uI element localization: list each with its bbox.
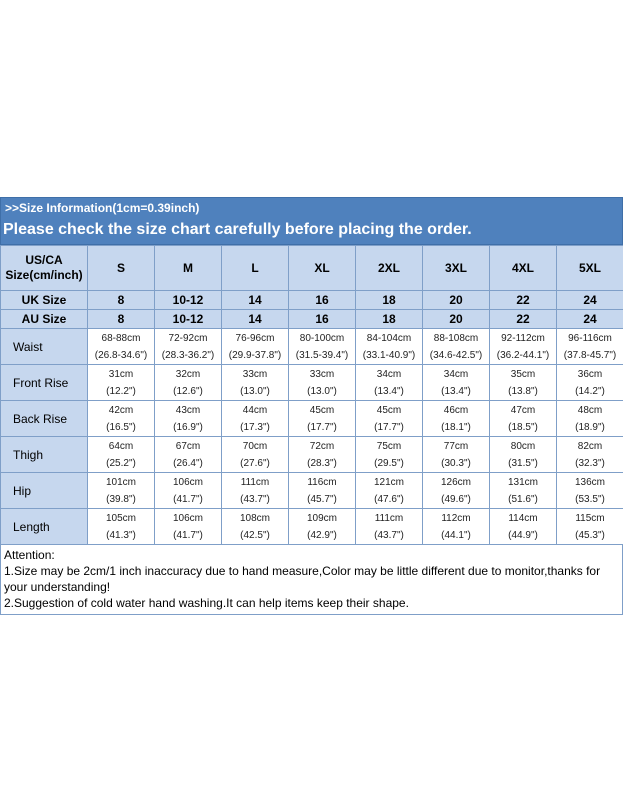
size-row-value: 24 <box>557 291 623 310</box>
measurement-cm: 64cm <box>108 440 134 452</box>
measurement-cm: 121cm <box>373 476 404 488</box>
measurement-inch: (26.8-34.6") <box>94 349 148 361</box>
size-row-value: 14 <box>222 291 289 310</box>
measurement-cell <box>88 401 155 437</box>
size-chart <box>0 197 623 615</box>
measurement-cm: 92-112cm <box>501 332 545 344</box>
size-row-value: 20 <box>423 291 490 310</box>
measurement-row <box>1 437 623 473</box>
measurement-cell <box>490 365 557 401</box>
measurement-inch: (13.4") <box>441 385 471 397</box>
measurement-cell <box>356 401 423 437</box>
measurement-inch: (39.8") <box>106 493 136 505</box>
measurement-label: Back Rise <box>1 401 88 437</box>
measurement-cm: 108cm <box>239 512 270 524</box>
measurement-cell <box>155 401 222 437</box>
measurement-inch: (44.9") <box>508 529 538 541</box>
measurement-inch: (27.6") <box>240 457 270 469</box>
measurement-inch: (43.7") <box>374 529 404 541</box>
measurement-cm: 43cm <box>175 404 201 416</box>
size-row-value: 24 <box>557 310 623 329</box>
measurement-cell <box>222 473 289 509</box>
measurement-cm: 116cm <box>307 476 337 488</box>
measurement-cm: 70cm <box>242 440 268 452</box>
measurement-cell <box>490 329 557 365</box>
size-row-label: UK Size <box>1 291 88 310</box>
size-row-value: 14 <box>222 310 289 329</box>
measurement-cell <box>423 329 490 365</box>
measurement-cell <box>222 401 289 437</box>
measurement-inch: (42.9") <box>307 529 337 541</box>
measurement-cm: 32cm <box>175 368 201 380</box>
measurement-cell <box>222 509 289 545</box>
measurement-cell <box>557 401 623 437</box>
measurement-cell <box>423 401 490 437</box>
measurement-cm: 105cm <box>105 512 136 524</box>
measurement-cell <box>356 365 423 401</box>
size-header-cell: S <box>88 246 155 291</box>
measurement-inch: (41.7") <box>173 529 203 541</box>
measurement-cm: 96-116cm <box>568 332 612 344</box>
measurement-cell <box>557 509 623 545</box>
size-header-row <box>1 246 623 291</box>
measurement-inch: (28.3") <box>307 457 337 469</box>
measurement-label: Length <box>1 509 88 545</box>
measurement-cell <box>155 329 222 365</box>
measurement-inch: (34.6-42.5") <box>429 349 483 361</box>
size-conversion-row <box>1 291 623 310</box>
measurement-cm: 109cm <box>306 512 337 524</box>
measurement-cm: 67cm <box>175 440 201 452</box>
measurement-cm: 33cm <box>242 368 268 380</box>
measurement-cell <box>289 401 356 437</box>
measurement-inch: (53.5") <box>575 493 605 505</box>
measurement-cell <box>490 473 557 509</box>
measurement-inch: (14.2") <box>575 385 605 397</box>
measurement-cm: 31cm <box>108 368 134 380</box>
measurement-inch: (49.6") <box>441 493 471 505</box>
measurement-cell <box>423 473 490 509</box>
measurement-cm: 45cm <box>376 404 402 416</box>
measurement-cell <box>88 365 155 401</box>
measurement-cm: 112cm <box>441 512 471 524</box>
measurement-cm: 34cm <box>376 368 402 380</box>
measurement-inch: (13.0") <box>240 385 270 397</box>
measurement-cm: 106cm <box>172 512 203 524</box>
measurement-cm: 101cm <box>105 476 136 488</box>
measurement-cm: 80-100cm <box>299 332 345 344</box>
measurement-inch: (12.6") <box>173 385 203 397</box>
measurement-inch: (13.0") <box>307 385 337 397</box>
size-table <box>0 245 623 545</box>
measurement-cell <box>490 437 557 473</box>
measurement-cell <box>289 329 356 365</box>
measurement-cm: 68-88cm <box>101 332 141 344</box>
measurement-inch: (13.8") <box>508 385 538 397</box>
measurement-cm: 36cm <box>577 368 603 380</box>
us-size-header: US/CA Size(cm/inch) <box>1 246 88 291</box>
measurement-cm: 111cm <box>240 476 270 488</box>
measurement-inch: (31.5-39.4") <box>295 349 349 361</box>
size-row-value: 22 <box>490 310 557 329</box>
measurement-cell <box>88 329 155 365</box>
measurement-inch: (37.8-45.7") <box>563 349 617 361</box>
measurement-inch: (31.5") <box>508 457 538 469</box>
size-row-value: 18 <box>356 310 423 329</box>
size-row-value: 16 <box>289 310 356 329</box>
measurement-cell <box>423 365 490 401</box>
measurement-cm: 45cm <box>309 404 335 416</box>
measurement-cm: 84-104cm <box>366 332 412 344</box>
measurement-inch: (30.3") <box>441 457 471 469</box>
measurement-inch: (32.3") <box>575 457 605 469</box>
measurement-cm: 42cm <box>108 404 134 416</box>
measurement-inch: (43.7") <box>240 493 270 505</box>
measurement-cm: 46cm <box>443 404 469 416</box>
attention-note-1: 1.Size may be 2cm/1 inch inaccuracy due to hand measure,Color may be little different due to monitor,thanks for your understanding! <box>4 564 601 594</box>
measurement-inch: (47.6") <box>374 493 404 505</box>
measurement-cm: 77cm <box>443 440 469 452</box>
measurement-row <box>1 509 623 545</box>
measurement-cell <box>155 473 222 509</box>
size-row-value: 18 <box>356 291 423 310</box>
size-row-value: 8 <box>88 310 155 329</box>
measurement-cell <box>356 473 423 509</box>
measurement-cm: 88-108cm <box>433 332 479 344</box>
measurement-cell <box>88 473 155 509</box>
measurement-inch: (42.5") <box>240 529 270 541</box>
measurement-cell <box>557 473 623 509</box>
measurement-inch: (45.3") <box>575 529 605 541</box>
measurement-cm: 48cm <box>577 404 603 416</box>
size-row-value: 8 <box>88 291 155 310</box>
size-row-value: 10-12 <box>155 310 222 329</box>
measurement-cell <box>490 509 557 545</box>
measurement-row <box>1 473 623 509</box>
measurement-label: Waist <box>1 329 88 365</box>
measurement-inch: (29.5") <box>374 457 404 469</box>
size-row-value: 22 <box>490 291 557 310</box>
measurement-cell <box>88 509 155 545</box>
measurement-cell <box>356 437 423 473</box>
measurement-cm: 80cm <box>510 440 536 452</box>
measurement-cm: 106cm <box>172 476 203 488</box>
measurement-cell <box>222 437 289 473</box>
size-header-cell: M <box>155 246 222 291</box>
measurement-inch: (16.9") <box>173 421 203 433</box>
measurement-inch: (17.7") <box>307 421 337 433</box>
measurement-inch: (41.7") <box>173 493 203 505</box>
measurement-cell <box>557 437 623 473</box>
measurement-inch: (41.3") <box>106 529 136 541</box>
measurement-label: Front Rise <box>1 365 88 401</box>
measurement-inch: (18.5") <box>508 421 538 433</box>
measurement-cm: 44cm <box>242 404 268 416</box>
measurement-cell <box>222 329 289 365</box>
measurement-cm: 47cm <box>510 404 536 416</box>
attention-notes <box>0 545 623 615</box>
size-header-cell: 3XL <box>423 246 490 291</box>
measurement-inch: (17.3") <box>240 421 270 433</box>
measurement-cell <box>423 437 490 473</box>
measurement-cm: 115cm <box>575 512 605 524</box>
size-notice: Please check the size chart carefully before placing the order. <box>3 221 472 238</box>
measurement-cell <box>356 509 423 545</box>
size-header-cell: 5XL <box>557 246 623 291</box>
measurement-cell <box>222 365 289 401</box>
attention-title: Attention: <box>4 548 55 562</box>
measurement-row <box>1 329 623 365</box>
size-row-value: 16 <box>289 291 356 310</box>
attention-note-2: 2.Suggestion of cold water hand washing.It can help items keep their shape. <box>4 596 409 610</box>
measurement-cell <box>490 401 557 437</box>
measurement-cm: 72-92cm <box>168 332 208 344</box>
measurement-inch: (45.7") <box>307 493 337 505</box>
measurement-cm: 75cm <box>376 440 402 452</box>
size-row-value: 20 <box>423 310 490 329</box>
size-header-cell: XL <box>289 246 356 291</box>
measurement-cell <box>155 509 222 545</box>
measurement-row <box>1 401 623 437</box>
size-header-cell: 4XL <box>490 246 557 291</box>
measurement-cell <box>88 437 155 473</box>
measurement-cm: 136cm <box>574 476 605 488</box>
measurement-label: Hip <box>1 473 88 509</box>
measurement-cell <box>155 365 222 401</box>
measurement-cell <box>557 365 623 401</box>
measurement-inch: (16.5") <box>106 421 136 433</box>
measurement-inch: (12.2") <box>106 385 136 397</box>
measurement-inch: (28.3-36.2") <box>161 349 215 361</box>
measurement-inch: (18.1") <box>441 421 471 433</box>
measurement-inch: (18.9") <box>575 421 605 433</box>
size-info-title: >>Size Information(1cm=0.39inch) <box>5 201 200 215</box>
measurement-cm: 76-96cm <box>235 332 275 344</box>
measurement-cell <box>289 437 356 473</box>
measurement-cell <box>289 509 356 545</box>
measurement-cm: 82cm <box>577 440 603 452</box>
measurement-cm: 114cm <box>508 512 538 524</box>
measurement-cm: 35cm <box>510 368 536 380</box>
size-info-banner <box>0 197 623 245</box>
measurement-row <box>1 365 623 401</box>
measurement-inch: (17.7") <box>374 421 404 433</box>
measurement-cm: 131cm <box>507 476 538 488</box>
size-table-body <box>1 246 623 545</box>
measurement-cm: 34cm <box>443 368 469 380</box>
size-row-value: 10-12 <box>155 291 222 310</box>
measurement-inch: (13.4") <box>374 385 404 397</box>
measurement-cell <box>423 509 490 545</box>
measurement-cell <box>557 329 623 365</box>
measurement-inch: (25.2") <box>106 457 136 469</box>
size-header-cell: 2XL <box>356 246 423 291</box>
measurement-inch: (26.4") <box>173 457 203 469</box>
size-header-cell: L <box>222 246 289 291</box>
measurement-inch: (51.6") <box>508 493 538 505</box>
measurement-cell <box>356 329 423 365</box>
measurement-label: Thigh <box>1 437 88 473</box>
measurement-cell <box>289 365 356 401</box>
size-row-label: AU Size <box>1 310 88 329</box>
measurement-cm: 72cm <box>309 440 335 452</box>
measurement-cm: 126cm <box>440 476 471 488</box>
measurement-inch: (33.1-40.9") <box>362 349 416 361</box>
measurement-inch: (44.1") <box>441 529 471 541</box>
measurement-inch: (36.2-44.1") <box>496 349 550 361</box>
measurement-cm: 33cm <box>309 368 335 380</box>
measurement-cm: 111cm <box>374 512 404 524</box>
measurement-cell <box>289 473 356 509</box>
size-conversion-row <box>1 310 623 329</box>
measurement-inch: (29.9-37.8") <box>228 349 282 361</box>
measurement-cell <box>155 437 222 473</box>
